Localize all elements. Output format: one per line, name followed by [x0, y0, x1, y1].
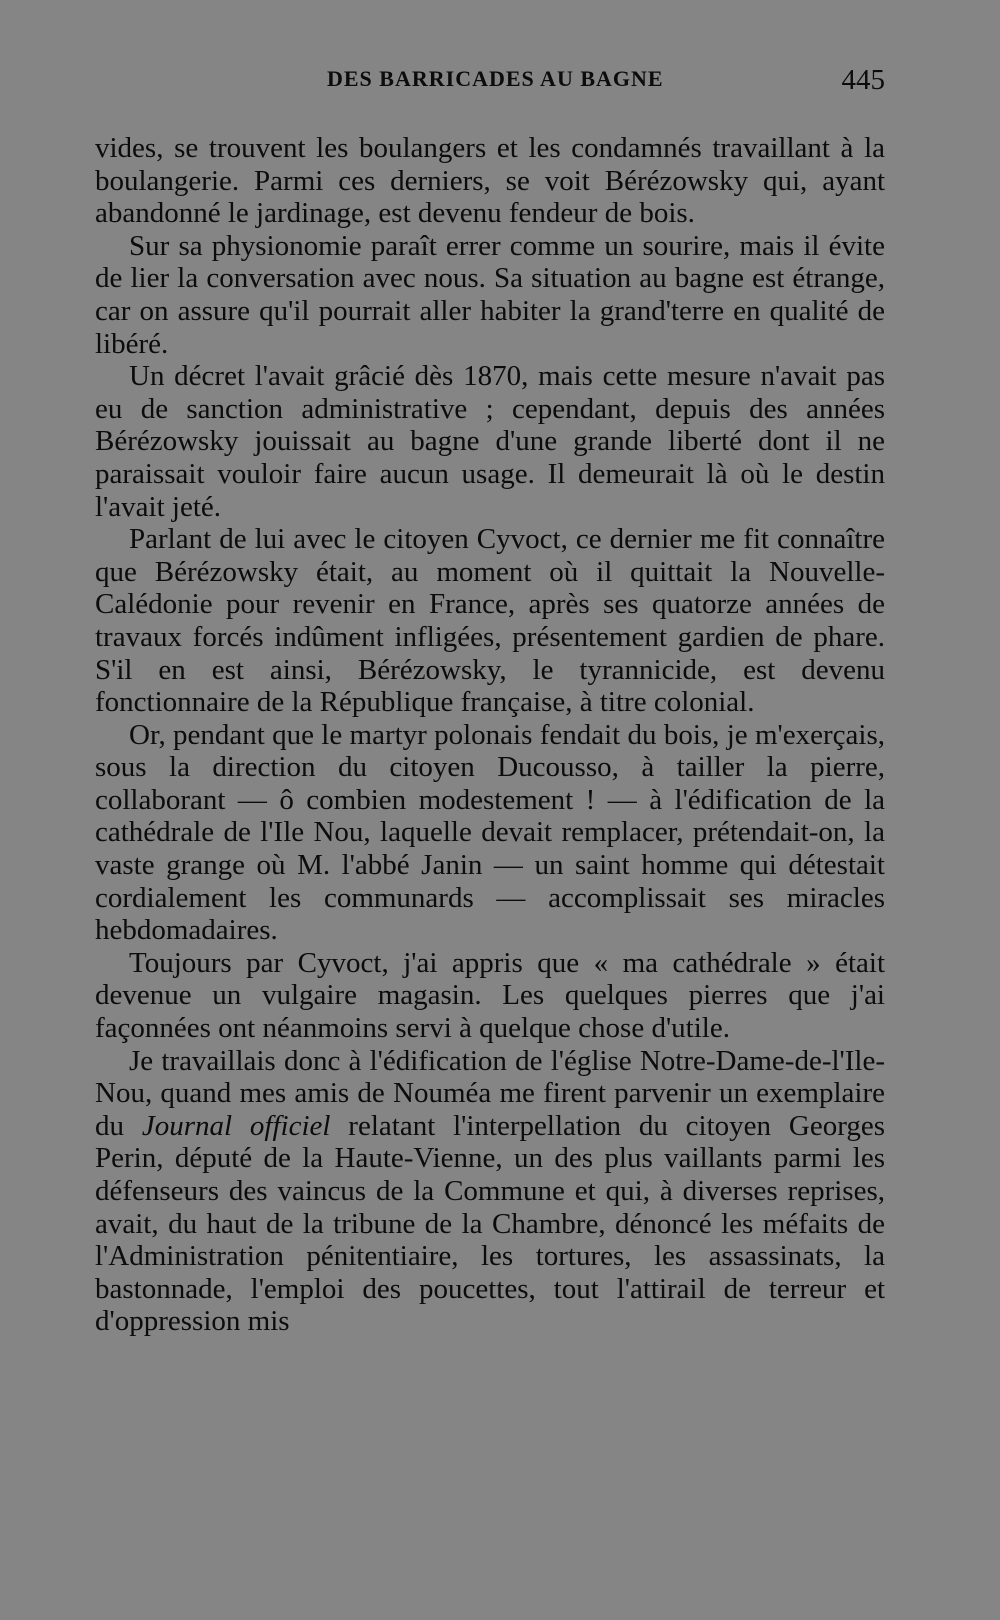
paragraph-5: Or, pendant que le martyr polonais fendait du bois, je m'exerçais, sous la direction du citoyen Ducousso, à tailler la pierre, collaborant — ô combien modestement ! — à l'édification de la cathédrale de l'Ile Nou, laquelle devait remplacer, prétendait-on, la vaste grange où M. l'abbé Janin — un saint homme qui détestait cordialement les communards — accomplissait ses miracles hebdomadaires. — [95, 718, 885, 947]
paragraph-3: Un décret l'avait grâcié dès 1870, mais cette mesure n'avait pas eu de sanction administrative ; cependant, depuis des années Bérézowsky jouissait au bagne d'une grande liberté dont il ne paraissait vouloir faire aucun usage. Il demeurait là où le destin l'avait jeté. — [95, 360, 885, 523]
paragraph-1: vides, se trouvent les boulangers et les condamnés travaillant à la boulangerie. Parmi ces derniers, se voit Bérézowsky qui, ayant abandonné le jardinage, est devenu fendeur de bois. — [95, 132, 885, 230]
paragraph-6: Toujours par Cyvoct, j'ai appris que « ma cathédrale » était devenue un vulgaire magasin. Les quelques pierres que j'ai façonnées ont néanmoins servi à quelque chose d'utile. — [95, 946, 885, 1045]
journal-title: Journal officiel — [141, 1109, 331, 1142]
body-text — [95, 132, 885, 1338]
paragraph-2: Sur sa physionomie paraît errer comme un sourire, mais il évite de lier la conversation avec nous. Sa situation au bagne est étrange, car on assure qu'il pourrait aller habiter la grand'terre en qualité de libéré. — [95, 229, 885, 360]
paragraph-7-text-end: relatant l'interpellation du citoyen Georges Perin, député de la Haute-Vienne, un des plus vaillants parmi les défenseurs des vaincus de la Commune et qui, à diverses reprises, avait, du haut de la tribune de la Chambre, dénoncé les méfaits de l'Administration pénitentiaire, les tortures, les assassinats, la bastonnade, l'emploi des poucettes, tout l'attirail de terreur et d'oppression mis — [95, 1109, 885, 1338]
paragraph-7-text-start: Je travaillais donc à l'édification de l'église Notre-Dame-de-l'Ile-Nou, quand mes amis de Nouméa me firent parvenir un exemplaire du — [95, 1044, 885, 1142]
paragraph-4: Parlant de lui avec le citoyen Cyvoct, ce dernier me fit connaître que Bérézowsky était, au moment où il quittait la Nouvelle-Calédonie pour revenir en France, après ses quatorze années de travaux forcés indûment infligées, présentement gardien de phare. S'il en est ainsi, Bérézowsky, le tyrannicide, est devenu fonctionnaire de la République française, à titre colonial. — [95, 523, 885, 719]
running-title: DES BARRICADES AU BAGNE — [327, 66, 664, 91]
running-header — [95, 66, 885, 100]
page-number: 445 — [841, 64, 885, 96]
paragraph-7 — [95, 1045, 885, 1338]
